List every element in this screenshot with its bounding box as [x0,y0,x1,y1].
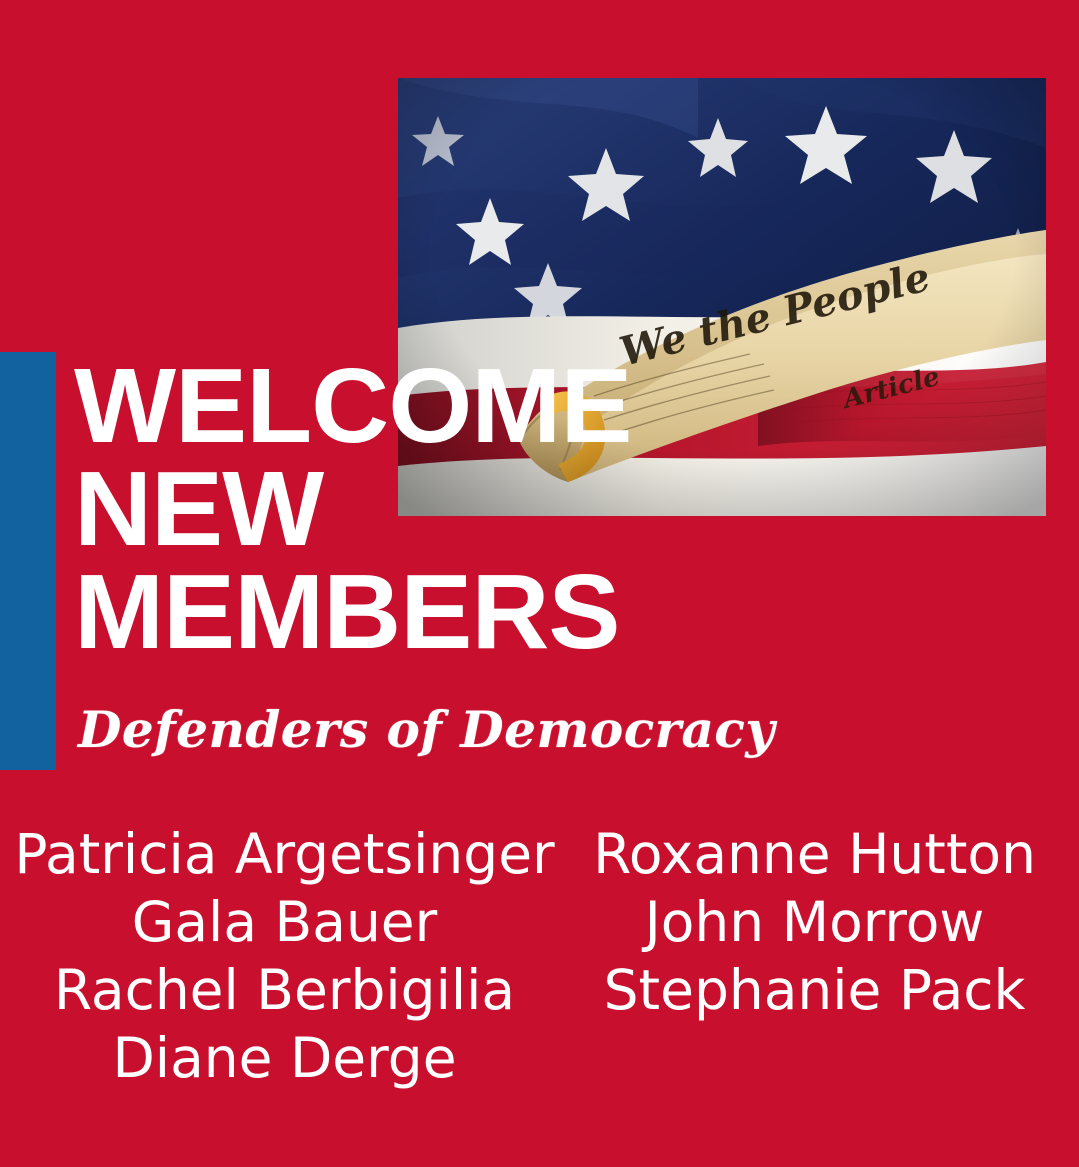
headline-line-1: WELCOME [74,347,632,465]
list-item: John Morrow [644,890,985,954]
list-item: Gala Bauer [131,890,438,954]
list-item: Rachel Berbigilia [53,958,516,1022]
list-item: Roxanne Hutton [593,822,1036,886]
list-item: Stephanie Pack [603,958,1026,1022]
headline-line-3: MEMBERS [74,552,620,671]
member-name-list [0,820,1079,1092]
list-item: Diane Derge [112,1026,457,1090]
member-column-left [14,820,555,1092]
member-column-right [593,820,1036,1092]
list-item: Patricia Argetsinger [14,822,555,886]
headline-line-2: NEW [74,449,324,568]
blue-accent-bar [0,352,56,770]
poster-subtitle: Defenders of Democracy [78,700,775,759]
page-title [74,347,714,671]
